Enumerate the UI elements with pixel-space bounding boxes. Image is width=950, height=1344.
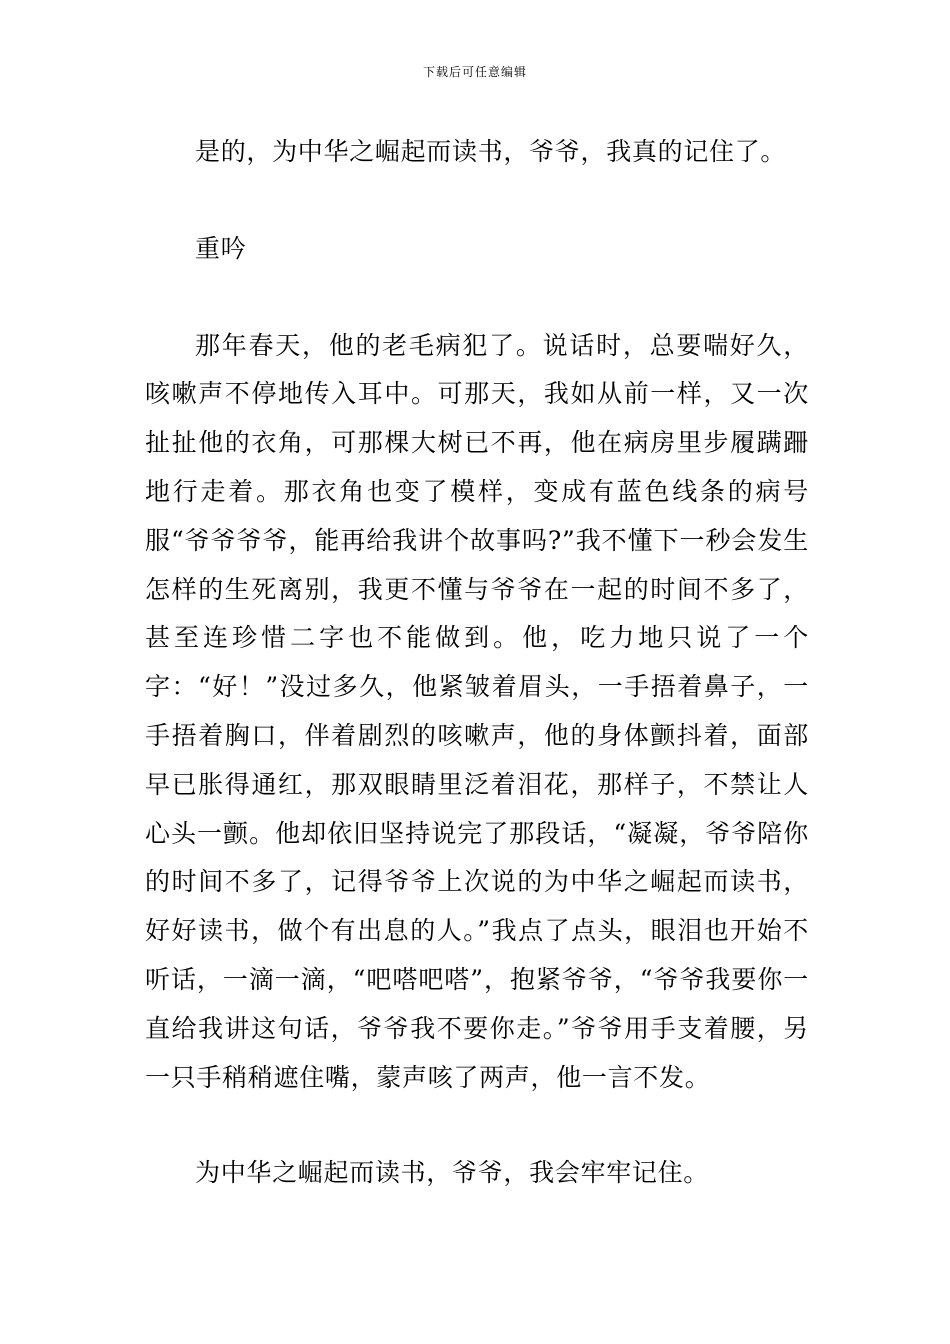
paragraph-spacer [145,177,809,225]
document-body [145,128,809,1198]
paragraph-story: 那年春天，他的老毛病犯了。说话时，总要喘好久，咳嗽声不停地传入耳中。可那天，我如从前一样，又一次扯扯他的衣角，可那棵大树已不再，他在病房里步履蹒跚地行走着。那衣角也变了模样，变成有蓝色线条的病号服“爷爷爷爷，能再给我讲个故事吗?”我不懂下一秒会发生怎样的生死离别，我更不懂与爷爷在一起的时间不多了，甚至连珍惜二字也不能做到。他，吃力地只说了一个字：“好！”没过多久，他紧皱着眉头，一手捂着鼻子，一手捂着胸口，伴着剧烈的咳嗽声，他的身体颤抖着，面部早已胀得通红，那双眼睛里泛着泪花，那样子，不禁让人心头一颤。他却依旧坚持说完了那段话，“凝凝，爷爷陪你的时间不多了，记得爷爷上次说的为中华之崛起而读书，好好读书，做个有出息的人。”我点了点头，眼泪也开始不听话，一滴一滴，“吧嗒吧嗒”，抱紧爷爷，“爷爷我要你一直给我讲这句话，爷爷我不要你走。”爷爷用手支着腰，另一只手稍稍遮住嘴，蒙声咳了两声，他一言不发。 [145,330,809,1092]
page-header: 下载后可任意编辑 [422,65,527,79]
paragraph-remembered: 是的，为中华之崛起而读书，爷爷，我真的记住了。 [195,137,787,166]
paragraph-spacer [145,1102,809,1149]
paragraph-closing: 为中华之崛起而读书，爷爷，我会牢牢记住。 [195,1158,710,1188]
section-heading: 重吟 [195,233,247,263]
paragraph-spacer [145,274,809,322]
